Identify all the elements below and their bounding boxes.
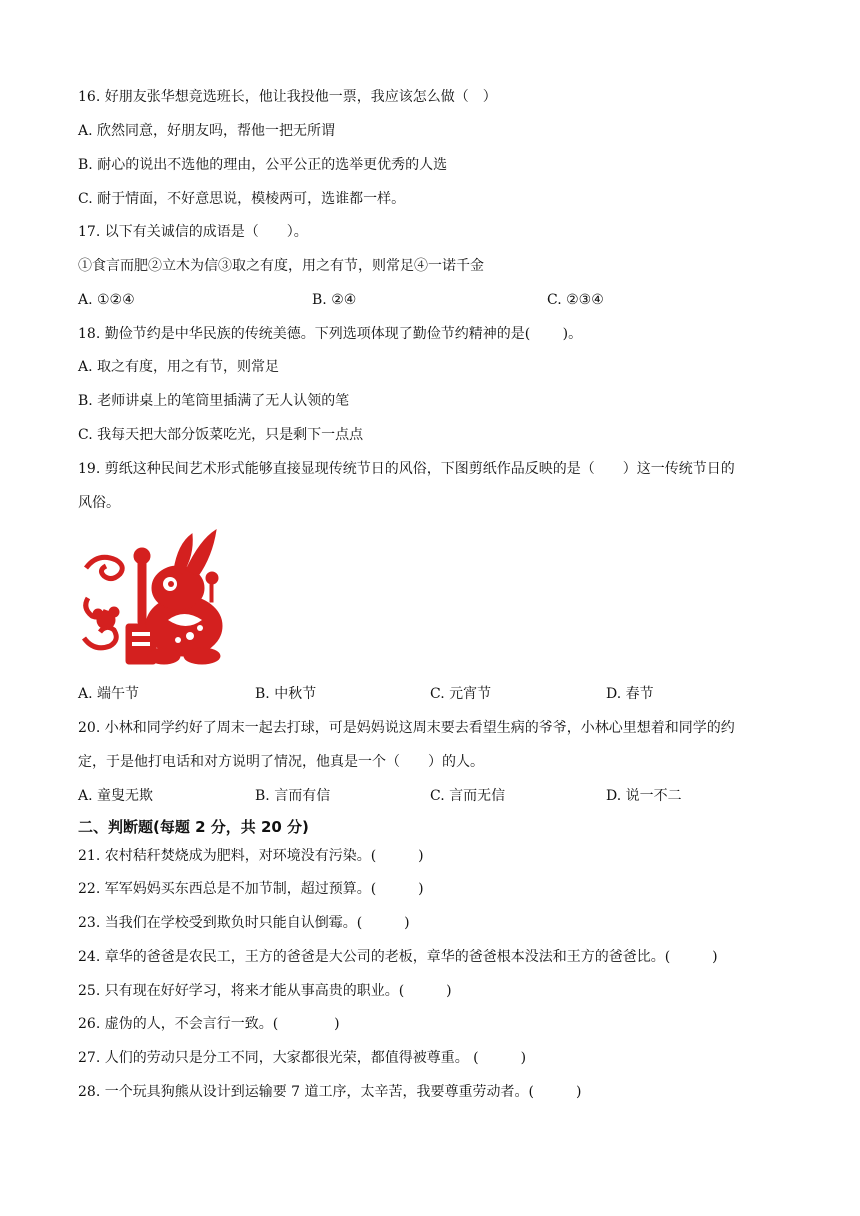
question-19-option-c: C. 元宵节: [430, 686, 492, 702]
question-17-option-a: A. ①②④: [78, 292, 135, 308]
question-19-stem-line2: 风俗。: [78, 495, 120, 511]
question-16-option-b: B. 耐心的说出不选他的理由，公平公正的选举更优秀的人选: [78, 157, 448, 173]
question-17-items: ①食言而肥②立木为信③取之有度，用之有节，则常足④一诺千金: [78, 258, 484, 274]
question-17-option-b: B. ②④: [312, 292, 357, 308]
question-19-stem-line1: 19. 剪纸这种民间艺术形式能够直接显现传统节日的风俗，下图剪纸作品反映的是（ ）这一传统节日的: [78, 461, 735, 477]
question-19-option-d: D. 春节: [606, 686, 654, 702]
question-25: 25. 只有现在好好学习，将来才能从事高贵的职业。( ): [78, 983, 452, 999]
question-18-stem: 18. 勤俭节约是中华民族的传统美德。下列选项体现了勤俭节约精神的是( )。: [78, 326, 583, 342]
question-19-option-a: A. 端午节: [78, 686, 140, 702]
question-20-option-c: C. 言而无信: [430, 788, 506, 804]
question-18-option-b: B. 老师讲桌上的笔筒里插满了无人认领的笔: [78, 393, 350, 409]
question-20-option-d: D. 说一不二: [606, 788, 682, 804]
section-heading-judgement: 二、判断题(每题 2 分，共 20 分): [78, 818, 309, 836]
question-21: 21. 农村秸秆焚烧成为肥料，对环境没有污染。( ): [78, 848, 424, 864]
question-24: 24. 章华的爸爸是农民工，王方的爸爸是大公司的老板，章华的爸爸根本没法和王方的爸爸比。( ): [78, 949, 718, 965]
question-22: 22. 军军妈妈买东西总是不加节制，超过预算。( ): [78, 881, 424, 897]
question-20-stem-line1: 20. 小林和同学约好了周末一起去打球，可是妈妈说这周末要去看望生病的爷爷，小林心里想着和同学的约: [78, 720, 735, 736]
question-18-option-c: C. 我每天把大部分饭菜吃光，只是剩下一点点: [78, 427, 364, 443]
question-26: 26. 虚伪的人，不会言行一致。( ): [78, 1016, 340, 1032]
question-27: 27. 人们的劳动只是分工不同，大家都很光荣，都值得被尊重。 ( ): [78, 1050, 527, 1066]
question-20-option-b: B. 言而有信: [255, 788, 331, 804]
question-16-option-a: A. 欣然同意，好朋友吗，帮他一把无所谓: [78, 123, 336, 139]
question-23: 23. 当我们在学校受到欺负时只能自认倒霉。( ): [78, 915, 410, 931]
question-18-option-a: A. 取之有度，用之有节，则常足: [78, 359, 280, 375]
papercut-rabbit-image: [78, 528, 228, 668]
question-28: 28. 一个玩具狗熊从设计到运输要 7 道工序，太辛苦，我要尊重劳动者。( ): [78, 1084, 582, 1100]
question-20-option-a: A. 童叟无欺: [78, 788, 154, 804]
question-16-stem: 16. 好朋友张华想竞选班长，他让我投他一票，我应该怎么做（ ）: [78, 89, 497, 105]
question-17-stem: 17. 以下有关诚信的成语是（ ）。: [78, 224, 308, 240]
question-19-option-b: B. 中秋节: [255, 686, 317, 702]
question-20-stem-line2: 定，于是他打电话和对方说明了情况，他真是一个（ ）的人。: [78, 754, 484, 770]
question-16-option-c: C. 耐于情面，不好意思说，模棱两可，选谁都一样。: [78, 191, 406, 207]
question-17-option-c: C. ②③④: [547, 292, 604, 308]
